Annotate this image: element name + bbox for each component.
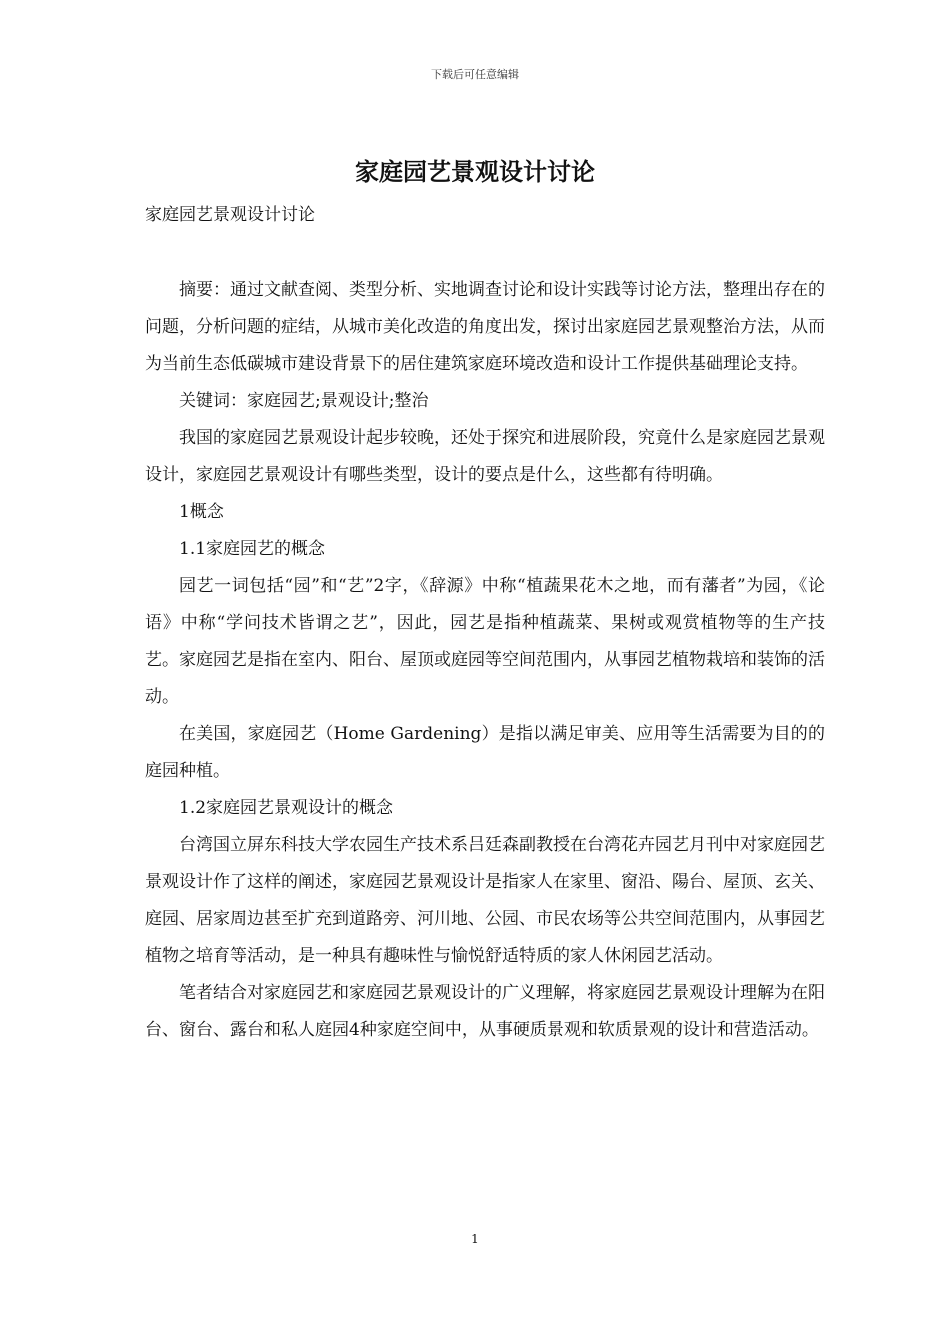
page-number: 1 [471,1232,479,1246]
abstract-paragraph: 摘要：通过文献查阅、类型分析、实地调查讨论和设计实践等讨论方法，整理出存在的问题，分析问题的症结，从城市美化改造的角度出发，探讨出家庭园艺景观整治方法，从而为当前生态低碳城市建设背景下的居住建筑家庭环境改造和设计工作提供基础理论支持。 [145,280,825,374]
author-definition-paragraph: 笔者结合对家庭园艺和家庭园艺景观设计的广义理解，将家庭园艺景观设计理解为在阳台、窗台、露台和私人庭园4种家庭空间中，从事硬质景观和软质景观的设计和营造活动。 [145,983,825,1040]
document-body [145,272,825,1049]
document-title: 家庭园艺景观设计讨论 [355,157,595,186]
intro-paragraph: 我国的家庭园艺景观设计起步较晚，还处于探究和进展阶段，究竟什么是家庭园艺景观设计，家庭园艺景观设计有哪些类型，设计的要点是什么，这些都有待明确。 [145,428,825,485]
usa-definition-paragraph: 在美国，家庭园艺（Home Gardening）是指以满足审美、应用等生活需要为目的的庭园种植。 [145,724,825,781]
taiwan-definition-paragraph: 台湾国立屏东科技大学农园生产技术系吕廷森副教授在台湾花卉园艺月刊中对家庭园艺景观设计作了这样的阐述，家庭园艺景观设计是指家人在家里、窗沿、陽台、屋顶、玄关、庭园、居家周边甚至扩充到道路旁、河川地、公园、市民农场等公共空间范围内，从事园艺植物之培育等活动，是一种具有趣味性与愉悦舒适特质的家人休闲园艺活动。 [145,835,825,966]
horticulture-concept-paragraph: 园艺一词包括“园”和“艺”2字，《辞源》中称“植蔬果花木之地，而有藩者”为园，《论语》中称“学问技术皆谓之艺”，因此，园艺是指种植蔬菜、果树或观赏植物等的生产技艺。家庭园艺是指在室内、阳台、屋顶或庭园等空间范围内，从事园艺植物栽培和装饰的活动。 [145,576,825,707]
section-heading-1-1: 1.1家庭园艺的概念 [179,539,326,559]
keywords-paragraph: 关键词：家庭园艺;景观设计;整治 [179,391,429,411]
document-subtitle: 家庭园艺景观设计讨论 [145,205,315,225]
section-heading-1-2: 1.2家庭园艺景观设计的概念 [179,798,394,818]
section-heading-1: 1概念 [179,502,224,522]
header-note: 下载后可任意编辑 [431,68,519,81]
